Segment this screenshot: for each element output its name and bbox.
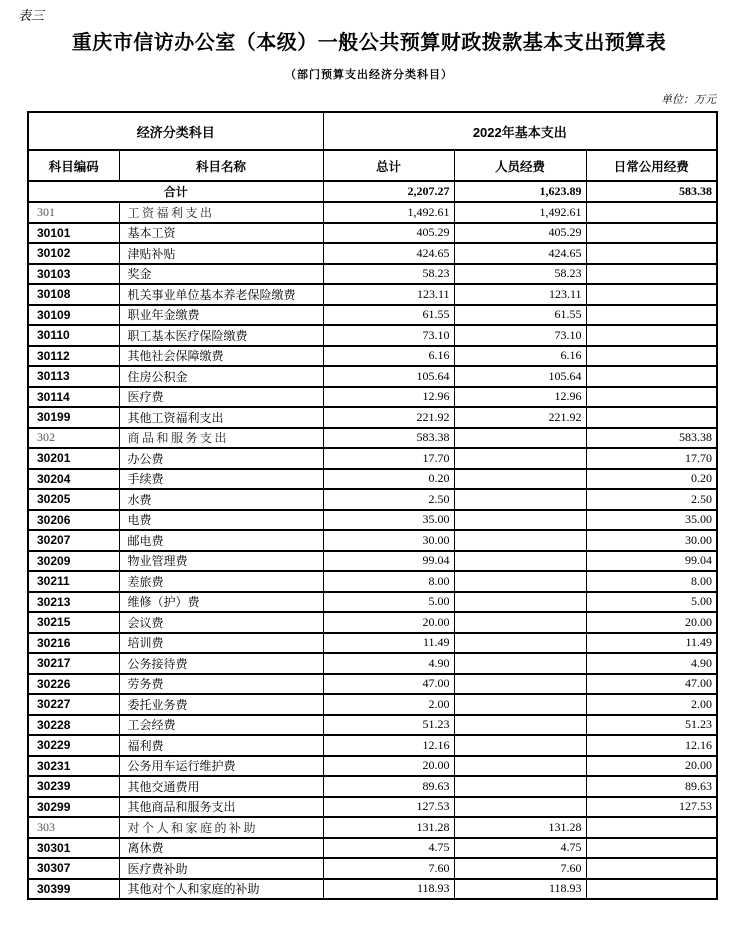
personnel-value-cell bbox=[454, 735, 586, 756]
subject-name-cell: 机关事业单位基本养老保险缴费 bbox=[119, 284, 323, 305]
table-row bbox=[28, 284, 717, 305]
daily-value-cell bbox=[586, 202, 717, 223]
table-row bbox=[28, 325, 717, 346]
daily-value-cell bbox=[586, 243, 717, 264]
total-value-cell: 58.23 bbox=[323, 264, 454, 285]
table-row bbox=[28, 592, 717, 613]
total-value-cell: 17.70 bbox=[323, 448, 454, 469]
subject-code-cell: 30201 bbox=[28, 448, 119, 469]
daily-value-cell: 47.00 bbox=[586, 674, 717, 695]
daily-value-cell: 127.53 bbox=[586, 797, 717, 818]
subject-name-cell: 培训费 bbox=[119, 633, 323, 654]
subject-code-cell: 30113 bbox=[28, 366, 119, 387]
subject-name-cell: 工会经费 bbox=[119, 715, 323, 736]
total-value-cell: 127.53 bbox=[323, 797, 454, 818]
subject-code-cell: 30226 bbox=[28, 674, 119, 695]
personnel-value-cell: 58.23 bbox=[454, 264, 586, 285]
category-row bbox=[28, 202, 717, 223]
total-value-cell: 89.63 bbox=[323, 776, 454, 797]
subject-name-cell: 委托业务费 bbox=[119, 694, 323, 715]
personnel-value-cell bbox=[454, 715, 586, 736]
daily-value-cell bbox=[586, 264, 717, 285]
subject-code-cell: 30227 bbox=[28, 694, 119, 715]
table-row bbox=[28, 346, 717, 367]
total-value-cell: 2.00 bbox=[323, 694, 454, 715]
subject-code-cell: 30228 bbox=[28, 715, 119, 736]
subject-name-cell: 对个人和家庭的补助 bbox=[119, 817, 323, 838]
page-title: 重庆市信访办公室（本级）一般公共预算财政拨款基本支出预算表 bbox=[71, 32, 667, 54]
header-economic-classification: 经济分类科目 bbox=[28, 112, 323, 150]
daily-value-cell bbox=[586, 284, 717, 305]
table-row bbox=[28, 797, 717, 818]
subject-name-cell: 离休费 bbox=[119, 838, 323, 859]
subject-code-cell: 30103 bbox=[28, 264, 119, 285]
subject-name-cell: 公务接待费 bbox=[119, 653, 323, 674]
subject-name-cell: 医疗费 bbox=[119, 387, 323, 408]
personnel-value-cell: 4.75 bbox=[454, 838, 586, 859]
header-daily-public-funds: 日常公用经费 bbox=[586, 150, 717, 181]
subject-name-cell: 邮电费 bbox=[119, 530, 323, 551]
total-value-cell: 11.49 bbox=[323, 633, 454, 654]
subject-code-cell: 30101 bbox=[28, 223, 119, 244]
table-row bbox=[28, 612, 717, 633]
total-value-cell: 2.50 bbox=[323, 489, 454, 510]
grand-total-row bbox=[28, 181, 717, 202]
daily-value-cell: 35.00 bbox=[586, 510, 717, 531]
table-row bbox=[28, 653, 717, 674]
daily-value-cell bbox=[586, 817, 717, 838]
subject-code-cell: 30114 bbox=[28, 387, 119, 408]
daily-value-cell bbox=[586, 366, 717, 387]
subject-code-cell: 30307 bbox=[28, 858, 119, 879]
subject-code-cell: 30217 bbox=[28, 653, 119, 674]
table-row bbox=[28, 366, 717, 387]
daily-value-cell bbox=[586, 325, 717, 346]
daily-value-cell bbox=[586, 346, 717, 367]
daily-value-cell: 0.20 bbox=[586, 469, 717, 490]
daily-value-cell: 11.49 bbox=[586, 633, 717, 654]
personnel-value-cell bbox=[454, 756, 586, 777]
total-value-cell: 47.00 bbox=[323, 674, 454, 695]
subject-name-cell: 津贴补贴 bbox=[119, 243, 323, 264]
daily-value-cell: 2.50 bbox=[586, 489, 717, 510]
table-row bbox=[28, 489, 717, 510]
subject-name-cell: 住房公积金 bbox=[119, 366, 323, 387]
subject-name-cell: 劳务费 bbox=[119, 674, 323, 695]
subject-name-cell: 其他对个人和家庭的补助 bbox=[119, 879, 323, 900]
unit-label: 单位：万元 bbox=[661, 94, 716, 106]
daily-value-cell bbox=[586, 407, 717, 428]
daily-value-cell: 12.16 bbox=[586, 735, 717, 756]
personnel-value-cell: 6.16 bbox=[454, 346, 586, 367]
personnel-value-cell bbox=[454, 571, 586, 592]
daily-value-cell: 99.04 bbox=[586, 551, 717, 572]
total-value-cell: 61.55 bbox=[323, 305, 454, 326]
subject-name-cell: 办公费 bbox=[119, 448, 323, 469]
header-column-row bbox=[28, 150, 717, 181]
table-row bbox=[28, 510, 717, 531]
total-value-cell: 0.20 bbox=[323, 469, 454, 490]
subject-code-cell: 30399 bbox=[28, 879, 119, 900]
daily-value-cell: 4.90 bbox=[586, 653, 717, 674]
subject-name-cell: 医疗费补助 bbox=[119, 858, 323, 879]
table-header bbox=[28, 112, 717, 181]
total-value-cell: 221.92 bbox=[323, 407, 454, 428]
subject-name-cell: 其他工资福利支出 bbox=[119, 407, 323, 428]
page-subtitle: （部门预算支出经济分类科目） bbox=[285, 69, 453, 81]
daily-value-cell bbox=[586, 305, 717, 326]
personnel-value-cell: 105.64 bbox=[454, 366, 586, 387]
subject-name-cell: 手续费 bbox=[119, 469, 323, 490]
table-row bbox=[28, 223, 717, 244]
personnel-value-cell bbox=[454, 797, 586, 818]
subject-name-cell: 工资福利支出 bbox=[119, 202, 323, 223]
daily-value-cell: 20.00 bbox=[586, 612, 717, 633]
total-value-cell: 30.00 bbox=[323, 530, 454, 551]
total-value-cell: 73.10 bbox=[323, 325, 454, 346]
total-value-cell: 131.28 bbox=[323, 817, 454, 838]
table-row bbox=[28, 387, 717, 408]
subject-name-cell: 其他商品和服务支出 bbox=[119, 797, 323, 818]
subject-code-cell: 30204 bbox=[28, 469, 119, 490]
subject-name-cell: 水费 bbox=[119, 489, 323, 510]
daily-value-cell bbox=[586, 387, 717, 408]
table-row bbox=[28, 879, 717, 900]
table-row bbox=[28, 530, 717, 551]
subject-code-cell: 30112 bbox=[28, 346, 119, 367]
subject-name-cell: 职业年金缴费 bbox=[119, 305, 323, 326]
daily-value-cell: 8.00 bbox=[586, 571, 717, 592]
personnel-value-cell: 131.28 bbox=[454, 817, 586, 838]
subject-code-cell: 301 bbox=[28, 202, 119, 223]
subject-name-cell: 维修（护）费 bbox=[119, 592, 323, 613]
daily-value-cell: 51.23 bbox=[586, 715, 717, 736]
category-row bbox=[28, 817, 717, 838]
daily-value-cell: 583.38 bbox=[586, 428, 717, 449]
table-row bbox=[28, 674, 717, 695]
personnel-value-cell bbox=[454, 489, 586, 510]
table-row bbox=[28, 551, 717, 572]
personnel-value-cell: 405.29 bbox=[454, 223, 586, 244]
personnel-value-cell: 7.60 bbox=[454, 858, 586, 879]
personnel-value-cell bbox=[454, 633, 586, 654]
total-value-cell: 4.90 bbox=[323, 653, 454, 674]
total-value-cell: 51.23 bbox=[323, 715, 454, 736]
budget-table bbox=[27, 111, 718, 900]
total-value-cell: 8.00 bbox=[323, 571, 454, 592]
total-value-cell: 4.75 bbox=[323, 838, 454, 859]
personnel-value-cell bbox=[454, 592, 586, 613]
personnel-value-cell bbox=[454, 551, 586, 572]
daily-value-cell: 2.00 bbox=[586, 694, 717, 715]
subject-code-cell: 303 bbox=[28, 817, 119, 838]
subject-code-cell: 30213 bbox=[28, 592, 119, 613]
subject-code-cell: 30110 bbox=[28, 325, 119, 346]
table-row bbox=[28, 243, 717, 264]
total-value-cell: 5.00 bbox=[323, 592, 454, 613]
header-2022-basic-expenditure: 2022年基本支出 bbox=[323, 112, 717, 150]
table-row bbox=[28, 407, 717, 428]
header-personnel-funds: 人员经费 bbox=[454, 150, 586, 181]
table-row bbox=[28, 715, 717, 736]
subject-code-cell: 30229 bbox=[28, 735, 119, 756]
subject-code-cell: 302 bbox=[28, 428, 119, 449]
subject-name-cell: 电费 bbox=[119, 510, 323, 531]
total-value-cell: 7.60 bbox=[323, 858, 454, 879]
grand-total-personnel: 1,623.89 bbox=[454, 181, 586, 202]
subject-code-cell: 30216 bbox=[28, 633, 119, 654]
total-value-cell: 1,492.61 bbox=[323, 202, 454, 223]
table-body bbox=[28, 202, 717, 899]
total-value-cell: 12.96 bbox=[323, 387, 454, 408]
subject-code-cell: 30239 bbox=[28, 776, 119, 797]
personnel-value-cell bbox=[454, 530, 586, 551]
form-tag: 表三 bbox=[18, 8, 45, 23]
personnel-value-cell: 1,492.61 bbox=[454, 202, 586, 223]
subject-code-cell: 30205 bbox=[28, 489, 119, 510]
header-subject-code: 科目编码 bbox=[28, 150, 119, 181]
table-row bbox=[28, 571, 717, 592]
daily-value-cell bbox=[586, 838, 717, 859]
personnel-value-cell: 61.55 bbox=[454, 305, 586, 326]
personnel-value-cell bbox=[454, 510, 586, 531]
subject-name-cell: 职工基本医疗保险缴费 bbox=[119, 325, 323, 346]
personnel-value-cell: 221.92 bbox=[454, 407, 586, 428]
table-row bbox=[28, 469, 717, 490]
header-group-row bbox=[28, 112, 717, 150]
personnel-value-cell bbox=[454, 428, 586, 449]
subject-name-cell: 基本工资 bbox=[119, 223, 323, 244]
total-value-cell: 6.16 bbox=[323, 346, 454, 367]
personnel-value-cell bbox=[454, 448, 586, 469]
personnel-value-cell: 12.96 bbox=[454, 387, 586, 408]
total-value-cell: 105.64 bbox=[323, 366, 454, 387]
total-value-cell: 118.93 bbox=[323, 879, 454, 900]
subject-code-cell: 30231 bbox=[28, 756, 119, 777]
personnel-value-cell bbox=[454, 776, 586, 797]
table-row bbox=[28, 776, 717, 797]
daily-value-cell bbox=[586, 858, 717, 879]
table-row bbox=[28, 694, 717, 715]
subject-code-cell: 30207 bbox=[28, 530, 119, 551]
daily-value-cell: 17.70 bbox=[586, 448, 717, 469]
grand-total-daily: 583.38 bbox=[586, 181, 717, 202]
table-row bbox=[28, 448, 717, 469]
subject-name-cell: 奖金 bbox=[119, 264, 323, 285]
daily-value-cell: 20.00 bbox=[586, 756, 717, 777]
daily-value-cell: 5.00 bbox=[586, 592, 717, 613]
subject-name-cell: 会议费 bbox=[119, 612, 323, 633]
personnel-value-cell bbox=[454, 612, 586, 633]
subject-name-cell: 公务用车运行维护费 bbox=[119, 756, 323, 777]
subject-name-cell: 差旅费 bbox=[119, 571, 323, 592]
category-row bbox=[28, 428, 717, 449]
daily-value-cell: 30.00 bbox=[586, 530, 717, 551]
table-row bbox=[28, 264, 717, 285]
personnel-value-cell: 73.10 bbox=[454, 325, 586, 346]
subject-name-cell: 福利费 bbox=[119, 735, 323, 756]
daily-value-cell bbox=[586, 223, 717, 244]
personnel-value-cell bbox=[454, 469, 586, 490]
table-row bbox=[28, 305, 717, 326]
subject-name-cell: 物业管理费 bbox=[119, 551, 323, 572]
total-value-cell: 35.00 bbox=[323, 510, 454, 531]
header-subject-name: 科目名称 bbox=[119, 150, 323, 181]
grand-total-label: 合计 bbox=[28, 181, 323, 202]
subject-code-cell: 30108 bbox=[28, 284, 119, 305]
total-value-cell: 20.00 bbox=[323, 756, 454, 777]
subject-code-cell: 30299 bbox=[28, 797, 119, 818]
grand-total-total: 2,207.27 bbox=[323, 181, 454, 202]
subject-code-cell: 30102 bbox=[28, 243, 119, 264]
personnel-value-cell: 118.93 bbox=[454, 879, 586, 900]
header-total: 总计 bbox=[323, 150, 454, 181]
personnel-value-cell bbox=[454, 694, 586, 715]
daily-value-cell bbox=[586, 879, 717, 900]
total-value-cell: 405.29 bbox=[323, 223, 454, 244]
personnel-value-cell bbox=[454, 653, 586, 674]
subject-name-cell: 其他交通费用 bbox=[119, 776, 323, 797]
total-value-cell: 424.65 bbox=[323, 243, 454, 264]
subject-code-cell: 30206 bbox=[28, 510, 119, 531]
total-value-cell: 123.11 bbox=[323, 284, 454, 305]
table-row bbox=[28, 858, 717, 879]
subject-code-cell: 30215 bbox=[28, 612, 119, 633]
table-row bbox=[28, 838, 717, 859]
table-row bbox=[28, 633, 717, 654]
subject-code-cell: 30211 bbox=[28, 571, 119, 592]
subject-code-cell: 30209 bbox=[28, 551, 119, 572]
daily-value-cell: 89.63 bbox=[586, 776, 717, 797]
personnel-value-cell bbox=[454, 674, 586, 695]
total-value-cell: 99.04 bbox=[323, 551, 454, 572]
total-value-cell: 12.16 bbox=[323, 735, 454, 756]
subject-name-cell: 商品和服务支出 bbox=[119, 428, 323, 449]
total-value-cell: 20.00 bbox=[323, 612, 454, 633]
personnel-value-cell: 123.11 bbox=[454, 284, 586, 305]
table-row bbox=[28, 735, 717, 756]
subject-code-cell: 30301 bbox=[28, 838, 119, 859]
subject-code-cell: 30199 bbox=[28, 407, 119, 428]
subject-name-cell: 其他社会保障缴费 bbox=[119, 346, 323, 367]
table-row bbox=[28, 756, 717, 777]
total-value-cell: 583.38 bbox=[323, 428, 454, 449]
subject-code-cell: 30109 bbox=[28, 305, 119, 326]
personnel-value-cell: 424.65 bbox=[454, 243, 586, 264]
